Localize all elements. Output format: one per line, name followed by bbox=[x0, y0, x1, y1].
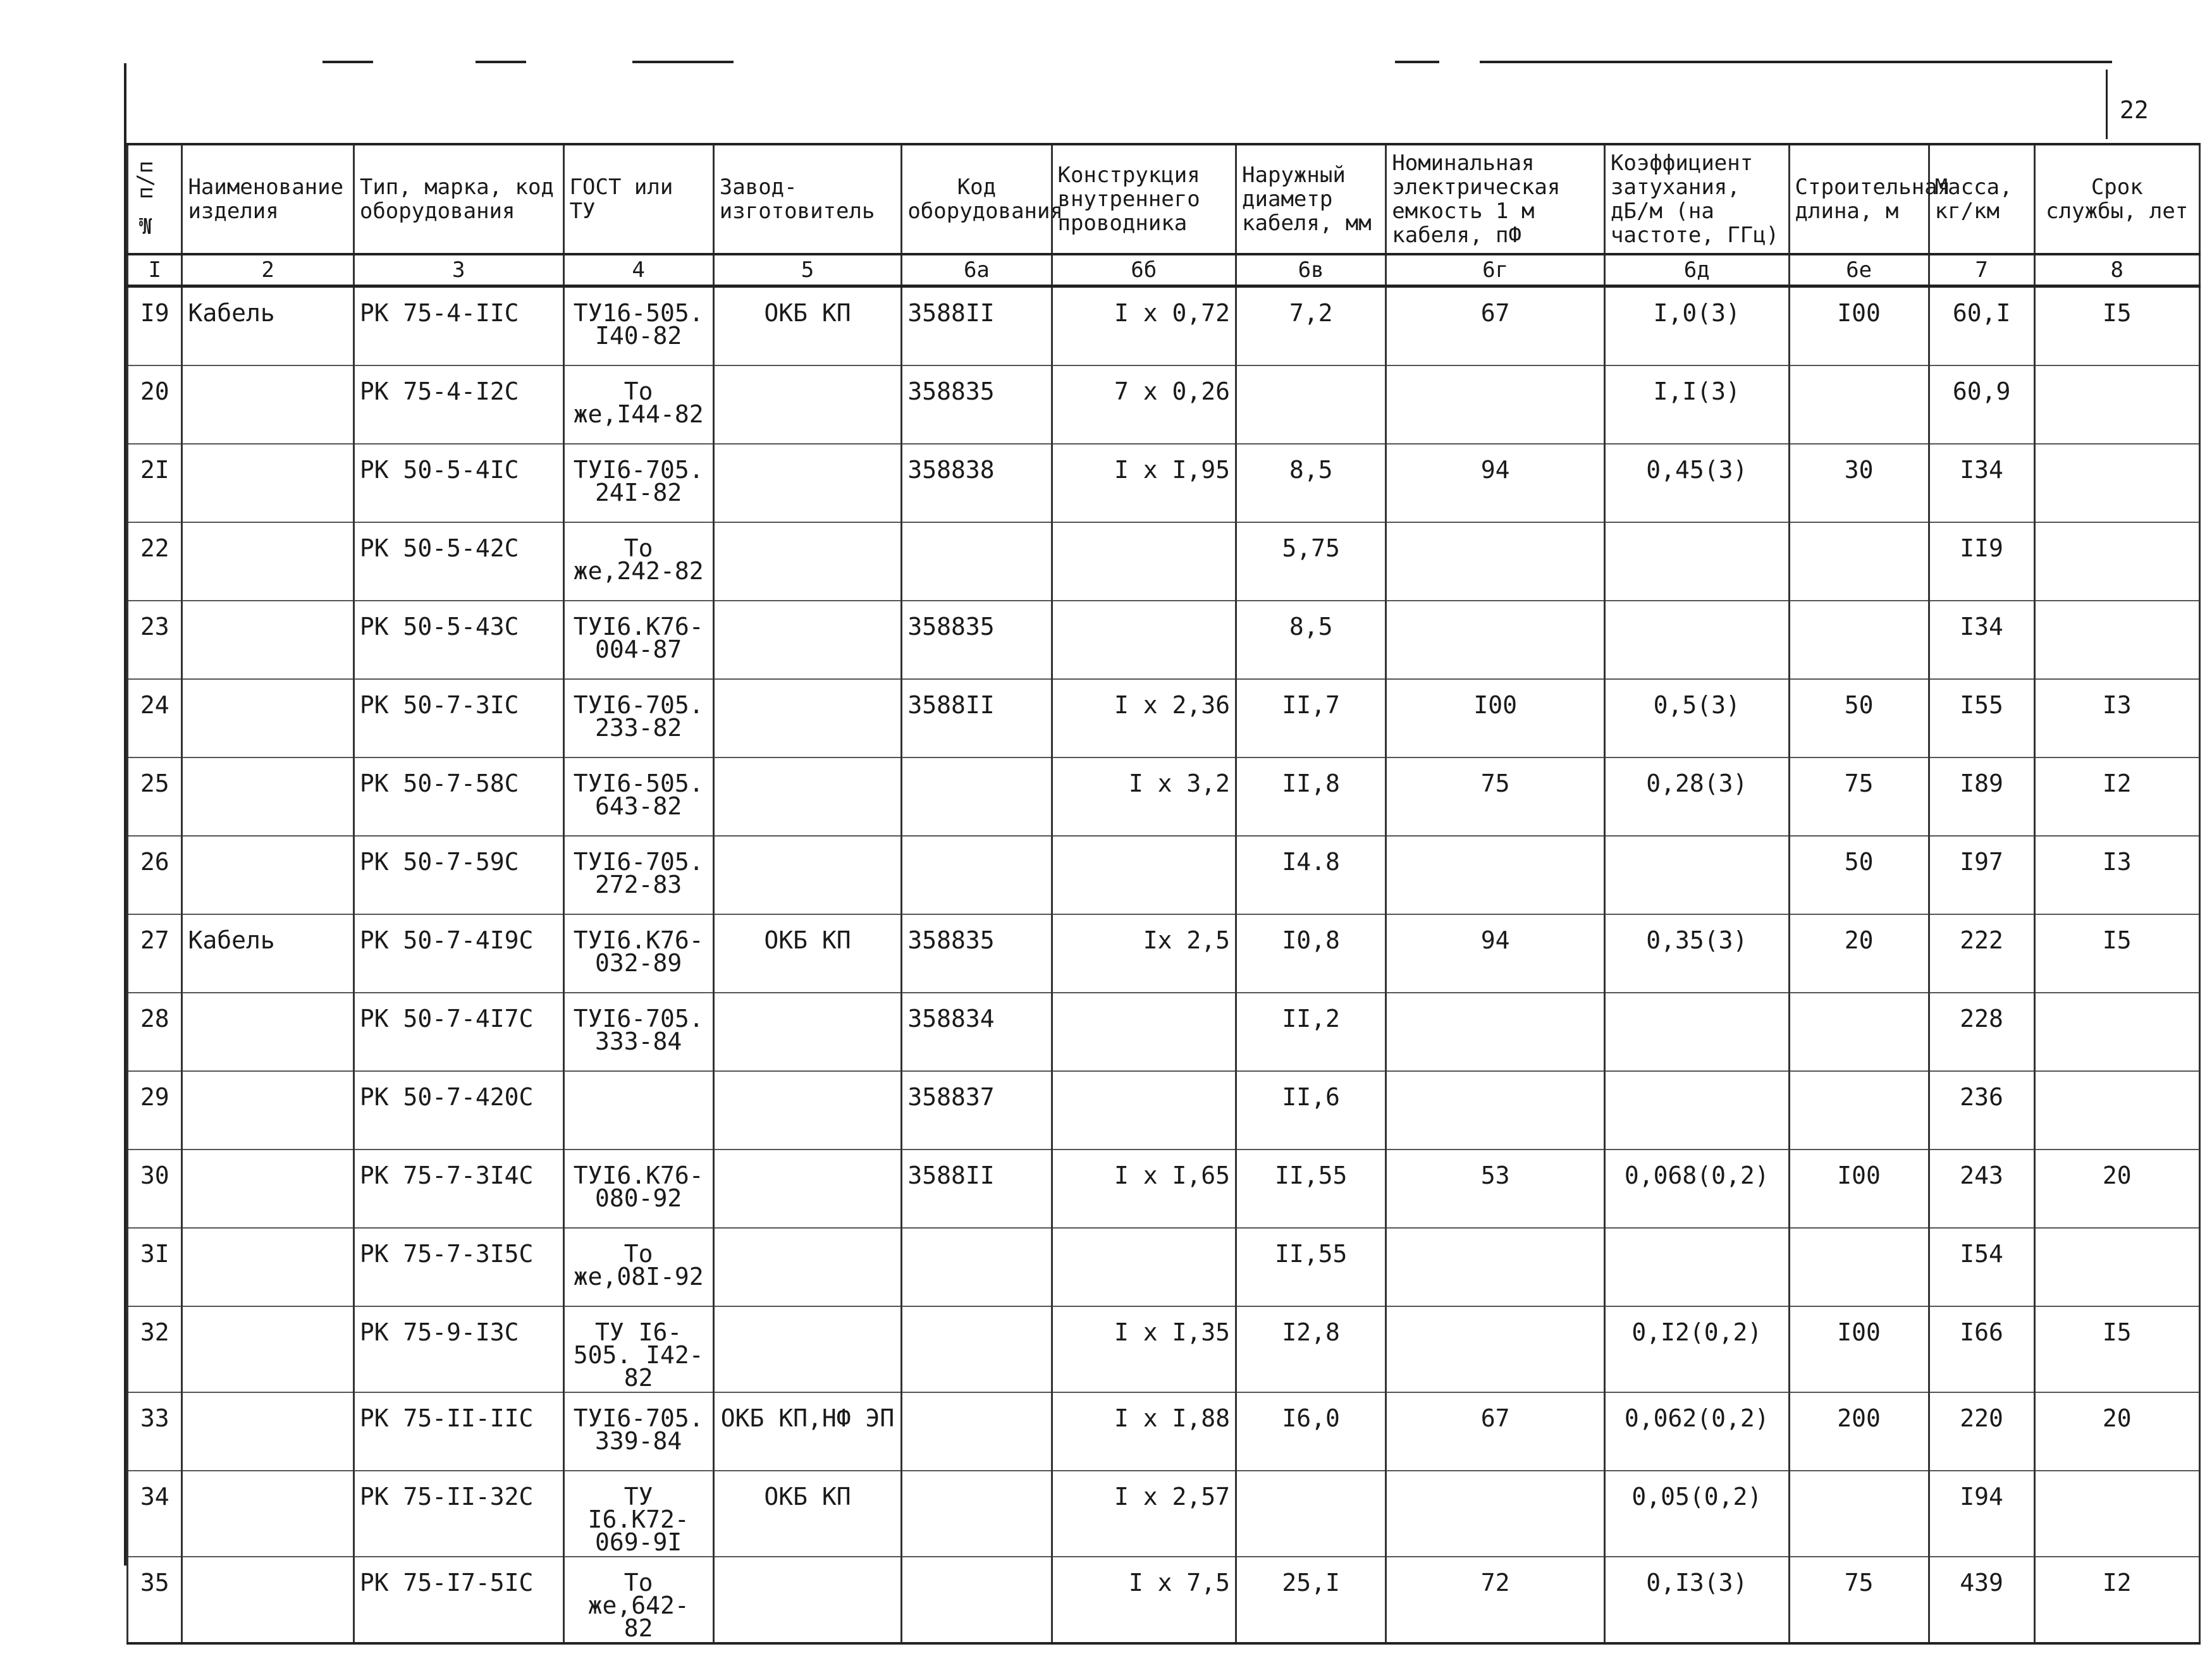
capacitance-cell: 72 bbox=[1386, 1557, 1605, 1643]
table-row bbox=[128, 1150, 2200, 1228]
product-name-cell bbox=[182, 1306, 353, 1392]
table-row bbox=[128, 1471, 2200, 1557]
service-life-cell bbox=[2034, 1071, 2199, 1150]
header-diameter: Наружный диаметр кабеля, мм bbox=[1236, 144, 1386, 254]
inner-conductor-cell: 7 x 0,26 bbox=[1052, 365, 1236, 444]
outer-diameter-cell: I0,8 bbox=[1236, 914, 1386, 993]
product-name-cell bbox=[182, 444, 353, 522]
equipment-code-cell: 358835 bbox=[902, 601, 1052, 679]
capacitance-cell: 67 bbox=[1386, 286, 1605, 366]
capacitance-cell: 53 bbox=[1386, 1150, 1605, 1228]
mass-cell: I89 bbox=[1929, 757, 2034, 836]
inner-conductor-cell: I x 0,72 bbox=[1052, 286, 1236, 366]
gost-spec-cell: ТУI6.К76- 032-89 bbox=[563, 914, 713, 993]
capacitance-cell bbox=[1386, 1306, 1605, 1392]
outer-diameter-cell: 25,I bbox=[1236, 1557, 1386, 1643]
outer-diameter-cell bbox=[1236, 1471, 1386, 1557]
equipment-code-cell bbox=[902, 1392, 1052, 1471]
table-row bbox=[128, 914, 2200, 993]
attenuation-cell bbox=[1605, 836, 1790, 914]
cable-type-cell: РК 50-7-420С bbox=[353, 1071, 563, 1150]
manufacturer-cell bbox=[713, 365, 902, 444]
outer-diameter-cell: I6,0 bbox=[1236, 1392, 1386, 1471]
mass-cell: I97 bbox=[1929, 836, 2034, 914]
capacitance-cell bbox=[1386, 993, 1605, 1071]
column-number: 6б bbox=[1052, 254, 1236, 286]
header-gost: ГОСТ или ТУ bbox=[563, 144, 713, 254]
mass-cell: 236 bbox=[1929, 1071, 2034, 1150]
product-name-cell: Кабель bbox=[182, 914, 353, 993]
inner-conductor-cell: I x 3,2 bbox=[1052, 757, 1236, 836]
cable-type-cell: РК 75-4-I2С bbox=[353, 365, 563, 444]
mass-cell: 220 bbox=[1929, 1392, 2034, 1471]
attenuation-cell bbox=[1605, 993, 1790, 1071]
row-number-cell: 34 bbox=[128, 1471, 182, 1557]
table-row bbox=[128, 1071, 2200, 1150]
manufacturer-cell: ОКБ КП bbox=[713, 1471, 902, 1557]
table-row bbox=[128, 757, 2200, 836]
mass-cell: II9 bbox=[1929, 522, 2034, 601]
mass-cell: 243 bbox=[1929, 1150, 2034, 1228]
inner-conductor-cell bbox=[1052, 993, 1236, 1071]
outer-diameter-cell: 7,2 bbox=[1236, 286, 1386, 366]
inner-conductor-cell bbox=[1052, 522, 1236, 601]
frame-top-line bbox=[323, 61, 373, 63]
product-name-cell bbox=[182, 365, 353, 444]
attenuation-cell bbox=[1605, 1228, 1790, 1306]
mass-cell: I54 bbox=[1929, 1228, 2034, 1306]
column-number: 2 bbox=[182, 254, 353, 286]
capacitance-cell bbox=[1386, 836, 1605, 914]
cable-type-cell: РК 75-4-IIС bbox=[353, 286, 563, 366]
frame-top-line bbox=[632, 61, 734, 63]
gost-spec-cell: ТУI6.К76- 080-92 bbox=[563, 1150, 713, 1228]
attenuation-cell: 0,062(0,2) bbox=[1605, 1392, 1790, 1471]
gost-spec-cell: ТУI6-705. 24I-82 bbox=[563, 444, 713, 522]
construction-length-cell: 30 bbox=[1789, 444, 1929, 522]
manufacturer-cell: ОКБ КП bbox=[713, 914, 902, 993]
manufacturer-cell: ОКБ КП bbox=[713, 286, 902, 366]
cable-type-cell: РК 50-5-42С bbox=[353, 522, 563, 601]
frame-top-line bbox=[476, 61, 526, 63]
page-number: 22 bbox=[2120, 96, 2149, 124]
inner-conductor-cell: I x 7,5 bbox=[1052, 1557, 1236, 1643]
product-name-cell bbox=[182, 1557, 353, 1643]
service-life-cell bbox=[2034, 444, 2199, 522]
cable-type-cell: РК 50-7-4I9С bbox=[353, 914, 563, 993]
attenuation-cell: 0,I3(3) bbox=[1605, 1557, 1790, 1643]
product-name-cell bbox=[182, 1392, 353, 1471]
service-life-cell bbox=[2034, 993, 2199, 1071]
construction-length-cell: 50 bbox=[1789, 836, 1929, 914]
manufacturer-cell bbox=[713, 1071, 902, 1150]
column-number: 6е bbox=[1789, 254, 1929, 286]
capacitance-cell: 94 bbox=[1386, 444, 1605, 522]
table-row bbox=[128, 1557, 2200, 1643]
equipment-code-cell: 3588II bbox=[902, 286, 1052, 366]
gost-spec-cell: То же,I44-82 bbox=[563, 365, 713, 444]
equipment-code-cell bbox=[902, 1557, 1052, 1643]
outer-diameter-cell: I2,8 bbox=[1236, 1306, 1386, 1392]
product-name-cell bbox=[182, 601, 353, 679]
mass-cell: 439 bbox=[1929, 1557, 2034, 1643]
inner-conductor-cell: I x I,35 bbox=[1052, 1306, 1236, 1392]
header-code: Код оборудования bbox=[902, 144, 1052, 254]
table-row bbox=[128, 836, 2200, 914]
column-number: 6г bbox=[1386, 254, 1605, 286]
outer-diameter-cell: I4.8 bbox=[1236, 836, 1386, 914]
table-row bbox=[128, 1306, 2200, 1392]
manufacturer-cell bbox=[713, 1557, 902, 1643]
gost-spec-cell bbox=[563, 1071, 713, 1150]
outer-diameter-cell: II,7 bbox=[1236, 679, 1386, 757]
gost-spec-cell: ТУI6-705. 333-84 bbox=[563, 993, 713, 1071]
construction-length-cell: 20 bbox=[1789, 914, 1929, 993]
row-number-cell: 3I bbox=[128, 1228, 182, 1306]
manufacturer-cell bbox=[713, 993, 902, 1071]
row-number-cell: 25 bbox=[128, 757, 182, 836]
gost-spec-cell: То же,242-82 bbox=[563, 522, 713, 601]
table-row bbox=[128, 1228, 2200, 1306]
gost-spec-cell: ТУI6-505. 643-82 bbox=[563, 757, 713, 836]
attenuation-cell: 0,5(3) bbox=[1605, 679, 1790, 757]
row-number-cell: 24 bbox=[128, 679, 182, 757]
inner-conductor-cell bbox=[1052, 601, 1236, 679]
outer-diameter-cell bbox=[1236, 365, 1386, 444]
gost-spec-cell: То же,08I-92 bbox=[563, 1228, 713, 1306]
table-row bbox=[128, 444, 2200, 522]
row-number-cell: I9 bbox=[128, 286, 182, 366]
manufacturer-cell bbox=[713, 679, 902, 757]
service-life-cell bbox=[2034, 522, 2199, 601]
capacitance-cell: I00 bbox=[1386, 679, 1605, 757]
equipment-code-cell bbox=[902, 1228, 1052, 1306]
capacitance-cell: 94 bbox=[1386, 914, 1605, 993]
header-type: Тип, марка, код оборудования bbox=[353, 144, 563, 254]
attenuation-cell bbox=[1605, 1071, 1790, 1150]
table-row bbox=[128, 286, 2200, 366]
manufacturer-cell bbox=[713, 757, 902, 836]
inner-conductor-cell: I x 2,36 bbox=[1052, 679, 1236, 757]
cable-specification-table bbox=[126, 143, 2201, 1645]
service-life-cell: I3 bbox=[2034, 679, 2199, 757]
table-row bbox=[128, 601, 2200, 679]
service-life-cell bbox=[2034, 365, 2199, 444]
header-mass: Масса, кг/км bbox=[1929, 144, 2034, 254]
mass-cell: 228 bbox=[1929, 993, 2034, 1071]
gost-spec-cell: То же,642- 82 bbox=[563, 1557, 713, 1643]
outer-diameter-cell: II,2 bbox=[1236, 993, 1386, 1071]
manufacturer-cell bbox=[713, 836, 902, 914]
inner-conductor-cell bbox=[1052, 1228, 1236, 1306]
attenuation-cell: I,I(3) bbox=[1605, 365, 1790, 444]
attenuation-cell: 0,05(0,2) bbox=[1605, 1471, 1790, 1557]
cable-type-cell: РК 50-7-58С bbox=[353, 757, 563, 836]
manufacturer-cell bbox=[713, 1150, 902, 1228]
table-row bbox=[128, 365, 2200, 444]
cable-type-cell: РК 50-5-4IС bbox=[353, 444, 563, 522]
row-number-cell: 26 bbox=[128, 836, 182, 914]
cable-type-cell: РК 75-7-3I5С bbox=[353, 1228, 563, 1306]
column-number: 3 bbox=[353, 254, 563, 286]
service-life-cell: I2 bbox=[2034, 757, 2199, 836]
construction-length-cell: I00 bbox=[1789, 1306, 1929, 1392]
row-number-cell: 22 bbox=[128, 522, 182, 601]
construction-length-cell: 75 bbox=[1789, 757, 1929, 836]
manufacturer-cell bbox=[713, 1306, 902, 1392]
inner-conductor-cell bbox=[1052, 1071, 1236, 1150]
service-life-cell bbox=[2034, 1471, 2199, 1557]
equipment-code-cell bbox=[902, 836, 1052, 914]
row-number-cell: 32 bbox=[128, 1306, 182, 1392]
capacitance-cell bbox=[1386, 601, 1605, 679]
equipment-code-cell bbox=[902, 1306, 1052, 1392]
construction-length-cell bbox=[1789, 993, 1929, 1071]
mass-cell: I66 bbox=[1929, 1306, 2034, 1392]
cable-type-cell: РК 75-9-I3С bbox=[353, 1306, 563, 1392]
gost-spec-cell: ТУ I6.К72- 069-9I bbox=[563, 1471, 713, 1557]
product-name-cell bbox=[182, 757, 353, 836]
row-number-cell: 23 bbox=[128, 601, 182, 679]
attenuation-cell: I,0(3) bbox=[1605, 286, 1790, 366]
table-row bbox=[128, 679, 2200, 757]
mass-cell: 60,9 bbox=[1929, 365, 2034, 444]
attenuation-cell: 0,I2(0,2) bbox=[1605, 1306, 1790, 1392]
header-attenuation: Коэффициент затухания, дБ/м (на частоте, ГГц) bbox=[1605, 144, 1790, 254]
gost-spec-cell: ТУI6.К76- 004-87 bbox=[563, 601, 713, 679]
attenuation-cell: 0,068(0,2) bbox=[1605, 1150, 1790, 1228]
column-number: 8 bbox=[2034, 254, 2199, 286]
gost-spec-cell: ТУ I6-505. I42-82 bbox=[563, 1306, 713, 1392]
service-life-cell: I2 bbox=[2034, 1557, 2199, 1643]
service-life-cell: I5 bbox=[2034, 914, 2199, 993]
attenuation-cell: 0,45(3) bbox=[1605, 444, 1790, 522]
cable-type-cell: РК 75-7-3I4С bbox=[353, 1150, 563, 1228]
mass-cell: I34 bbox=[1929, 444, 2034, 522]
equipment-code-cell bbox=[902, 522, 1052, 601]
product-name-cell bbox=[182, 1228, 353, 1306]
capacitance-cell bbox=[1386, 365, 1605, 444]
product-name-cell bbox=[182, 679, 353, 757]
construction-length-cell: 50 bbox=[1789, 679, 1929, 757]
equipment-code-cell: 358835 bbox=[902, 365, 1052, 444]
construction-length-cell bbox=[1789, 1071, 1929, 1150]
construction-length-cell: I00 bbox=[1789, 286, 1929, 366]
manufacturer-cell bbox=[713, 522, 902, 601]
service-life-cell: 20 bbox=[2034, 1392, 2199, 1471]
product-name-cell bbox=[182, 1071, 353, 1150]
row-number-cell: 33 bbox=[128, 1392, 182, 1471]
column-number: 5 bbox=[713, 254, 902, 286]
outer-diameter-cell: 8,5 bbox=[1236, 444, 1386, 522]
table-body bbox=[128, 286, 2200, 1644]
inner-conductor-cell: Ix 2,5 bbox=[1052, 914, 1236, 993]
product-name-cell bbox=[182, 836, 353, 914]
equipment-code-cell: 3588II bbox=[902, 1150, 1052, 1228]
mass-cell: I94 bbox=[1929, 1471, 2034, 1557]
outer-diameter-cell: II,55 bbox=[1236, 1228, 1386, 1306]
mass-cell: I55 bbox=[1929, 679, 2034, 757]
manufacturer-cell bbox=[713, 444, 902, 522]
outer-diameter-cell: II,6 bbox=[1236, 1071, 1386, 1150]
capacitance-cell bbox=[1386, 1471, 1605, 1557]
header-capacity: Номинальная электрическая емкость 1 м кабеля, пФ bbox=[1386, 144, 1605, 254]
table-row bbox=[128, 522, 2200, 601]
equipment-code-cell: 358838 bbox=[902, 444, 1052, 522]
construction-length-cell bbox=[1789, 601, 1929, 679]
gost-spec-cell: ТУI6-705. 233-82 bbox=[563, 679, 713, 757]
attenuation-cell: 0,28(3) bbox=[1605, 757, 1790, 836]
outer-diameter-cell: II,55 bbox=[1236, 1150, 1386, 1228]
construction-length-cell bbox=[1789, 1471, 1929, 1557]
service-life-cell: I5 bbox=[2034, 286, 2199, 366]
manufacturer-cell: ОКБ КП,НФ ЭП bbox=[713, 1392, 902, 1471]
capacitance-cell bbox=[1386, 522, 1605, 601]
attenuation-cell bbox=[1605, 522, 1790, 601]
service-life-cell: I5 bbox=[2034, 1306, 2199, 1392]
manufacturer-cell bbox=[713, 1228, 902, 1306]
table-row bbox=[128, 993, 2200, 1071]
product-name-cell bbox=[182, 1471, 353, 1557]
inner-conductor-cell: I x I,88 bbox=[1052, 1392, 1236, 1471]
frame-top-line bbox=[1395, 61, 1439, 63]
service-life-cell bbox=[2034, 1228, 2199, 1306]
product-name-cell bbox=[182, 522, 353, 601]
construction-length-cell: 200 bbox=[1789, 1392, 1929, 1471]
gost-spec-cell: ТУI6-705. 272-83 bbox=[563, 836, 713, 914]
cable-type-cell: РК 75-I7-5IС bbox=[353, 1557, 563, 1643]
row-number-cell: 30 bbox=[128, 1150, 182, 1228]
frame-top-line bbox=[1480, 61, 2112, 63]
construction-length-cell bbox=[1789, 1228, 1929, 1306]
construction-length-cell: I00 bbox=[1789, 1150, 1929, 1228]
equipment-code-cell: 358835 bbox=[902, 914, 1052, 993]
header-construction: Конструкция внутреннего проводника bbox=[1052, 144, 1236, 254]
service-life-cell: I3 bbox=[2034, 836, 2199, 914]
table-row bbox=[128, 1392, 2200, 1471]
equipment-code-cell bbox=[902, 757, 1052, 836]
product-name-cell bbox=[182, 993, 353, 1071]
product-name-cell bbox=[182, 1150, 353, 1228]
mass-cell: I34 bbox=[1929, 601, 2034, 679]
gost-spec-cell: ТУ16-505. I40-82 bbox=[563, 286, 713, 366]
attenuation-cell: 0,35(3) bbox=[1605, 914, 1790, 993]
inner-conductor-cell: I x 2,57 bbox=[1052, 1471, 1236, 1557]
header-name: Наименование изделия bbox=[182, 144, 353, 254]
outer-diameter-cell: 5,75 bbox=[1236, 522, 1386, 601]
column-number: 6в bbox=[1236, 254, 1386, 286]
inner-conductor-cell bbox=[1052, 836, 1236, 914]
cable-type-cell: РК 50-7-59С bbox=[353, 836, 563, 914]
cable-type-cell: РК 75-II-IIС bbox=[353, 1392, 563, 1471]
attenuation-cell bbox=[1605, 601, 1790, 679]
equipment-code-cell: 3588II bbox=[902, 679, 1052, 757]
column-number: 4 bbox=[563, 254, 713, 286]
service-life-cell: 20 bbox=[2034, 1150, 2199, 1228]
row-number-cell: 20 bbox=[128, 365, 182, 444]
column-number: I bbox=[128, 254, 182, 286]
capacitance-cell bbox=[1386, 1071, 1605, 1150]
mass-cell: 60,I bbox=[1929, 286, 2034, 366]
row-number-cell: 27 bbox=[128, 914, 182, 993]
header-service-life: Срок службы, лет bbox=[2034, 144, 2199, 254]
manufacturer-cell bbox=[713, 601, 902, 679]
equipment-code-cell: 358837 bbox=[902, 1071, 1052, 1150]
cable-type-cell: РК 75-II-32С bbox=[353, 1471, 563, 1557]
mass-cell: 222 bbox=[1929, 914, 2034, 993]
product-name-cell: Кабель bbox=[182, 286, 353, 366]
header-number: № п/п bbox=[128, 144, 182, 254]
column-number: 6а bbox=[902, 254, 1052, 286]
inner-conductor-cell: I x I,95 bbox=[1052, 444, 1236, 522]
capacitance-cell: 75 bbox=[1386, 757, 1605, 836]
row-number-cell: 35 bbox=[128, 1557, 182, 1643]
cable-type-cell: РК 50-7-4I7С bbox=[353, 993, 563, 1071]
gost-spec-cell: ТУI6-705. 339-84 bbox=[563, 1392, 713, 1471]
equipment-code-cell: 358834 bbox=[902, 993, 1052, 1071]
row-number-cell: 2I bbox=[128, 444, 182, 522]
row-number-cell: 29 bbox=[128, 1071, 182, 1150]
outer-diameter-cell: II,8 bbox=[1236, 757, 1386, 836]
capacitance-cell: 67 bbox=[1386, 1392, 1605, 1471]
inner-conductor-cell: I x I,65 bbox=[1052, 1150, 1236, 1228]
column-number: 6д bbox=[1605, 254, 1790, 286]
cable-type-cell: РК 50-7-3IС bbox=[353, 679, 563, 757]
capacitance-cell bbox=[1386, 1228, 1605, 1306]
service-life-cell bbox=[2034, 601, 2199, 679]
cable-type-cell: РК 50-5-43С bbox=[353, 601, 563, 679]
row-number-cell: 28 bbox=[128, 993, 182, 1071]
construction-length-cell bbox=[1789, 522, 1929, 601]
column-number: 7 bbox=[1929, 254, 2034, 286]
equipment-code-cell bbox=[902, 1471, 1052, 1557]
header-maker: Завод-изготовитель bbox=[713, 144, 902, 254]
header-length: Строительная длина, м bbox=[1789, 144, 1929, 254]
construction-length-cell: 75 bbox=[1789, 1557, 1929, 1643]
construction-length-cell bbox=[1789, 365, 1929, 444]
outer-diameter-cell: 8,5 bbox=[1236, 601, 1386, 679]
